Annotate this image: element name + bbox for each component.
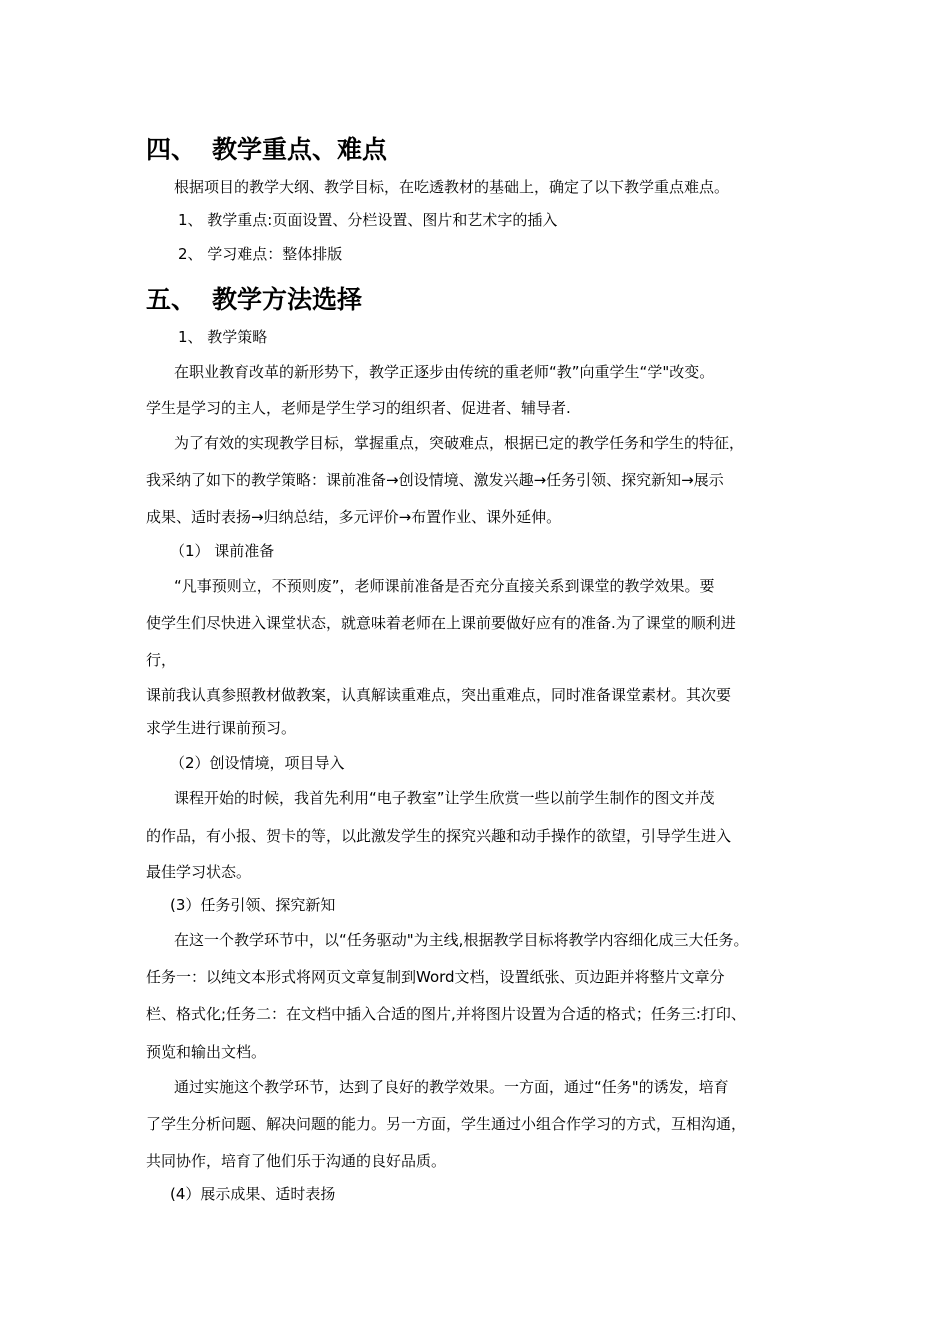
paragraph-line: 行， xyxy=(146,651,177,669)
paragraph-line: 在职业教育改革的新形势下，教学正逐步由传统的重老师“教”向重学生“学"改变。 xyxy=(174,363,715,381)
section-4-number: 四、 xyxy=(146,135,197,164)
paragraph-line: 栏、格式化;任务二：在文档中插入合适的图片,并将图片设置为合适的格式；任务三:打印、 xyxy=(146,1005,746,1023)
paragraph-line: 的作品，有小报、贺卡的等，以此激发学生的探究兴趣和动手操作的欲望，引导学生进入 xyxy=(146,827,732,845)
paragraph-line: 最佳学习状态。 xyxy=(146,863,252,881)
paragraph-line: 在这一个教学环节中，以“任务驱动"为主线,根据教学目标将教学内容细化成三大任务。 xyxy=(174,931,749,949)
paragraph-line: 任务一：以纯文本形式将网页文章复制到Word文档，设置纸张、页边距并将整片文章分 xyxy=(146,968,725,986)
paragraph-line: 为了有效的实现教学目标，掌握重点，突破难点，根据已定的教学任务和学生的特征， xyxy=(174,434,745,452)
section-4-title: 教学重点、难点 xyxy=(212,135,388,164)
paragraph-line: 了学生分析问题、解决问题的能力。另一方面，学生通过小组合作学习的方式，互相沟通， xyxy=(146,1115,747,1133)
paragraph-line: 求学生进行课前预习。 xyxy=(146,719,297,737)
subheading-task: (3）任务引领、探究新知 xyxy=(170,896,336,914)
paragraph-line: 成果、适时表扬→归纳总结，多元评价→布置作业、课外延伸。 xyxy=(146,508,562,526)
section-4-heading xyxy=(146,134,387,166)
paragraph-line: 课前我认真参照教材做教案，认真解读重难点，突出重难点，同时准备课堂素材。其次要 xyxy=(146,686,732,704)
paragraph-line: 课程开始的时候，我首先利用“电子教室”让学生欣赏一些以前学生制作的图文并茂 xyxy=(174,789,715,807)
strategy-label: 1、 教学策略 xyxy=(178,328,268,346)
section-5-number: 五、 xyxy=(146,285,197,314)
subheading-prep: （1） 课前准备 xyxy=(170,542,275,560)
paragraph-line: 预览和输出文档。 xyxy=(146,1043,267,1061)
key-point-item: 1、 教学重点:页面设置、分栏设置、图片和艺术字的插入 xyxy=(178,211,558,229)
section-4-intro: 根据项目的教学大纲、教学目标，在吃透教材的基础上，确定了以下教学重点难点。 xyxy=(174,178,730,196)
subheading-scenario: （2）创设情境，项目导入 xyxy=(170,754,345,772)
paragraph-line: 通过实施这个教学环节，达到了良好的教学效果。一方面，通过“任务"的诱发，培育 xyxy=(174,1078,729,1096)
section-5-heading xyxy=(146,284,362,316)
paragraph-line: 使学生们尽快进入课堂状态，就意味着老师在上课前要做好应有的准备.为了课堂的顺利进 xyxy=(146,614,736,632)
paragraph-line: 共同协作，培育了他们乐于沟通的良好品质。 xyxy=(146,1152,447,1170)
paragraph-line: “凡事预则立，不预则废”，老师课前准备是否充分直接关系到课堂的教学效果。要 xyxy=(174,577,715,595)
paragraph-line: 学生是学习的主人，老师是学生学习的组织者、促进者、辅导者. xyxy=(146,399,571,417)
paragraph-line: 我采纳了如下的教学策略：课前准备→创设情境、激发兴趣→任务引领、探究新知→展示 xyxy=(146,471,724,489)
difficulty-item: 2、 学习难点：整体排版 xyxy=(178,245,343,263)
subheading-results: (4）展示成果、适时表扬 xyxy=(170,1185,336,1203)
section-5-title: 教学方法选择 xyxy=(212,285,363,314)
